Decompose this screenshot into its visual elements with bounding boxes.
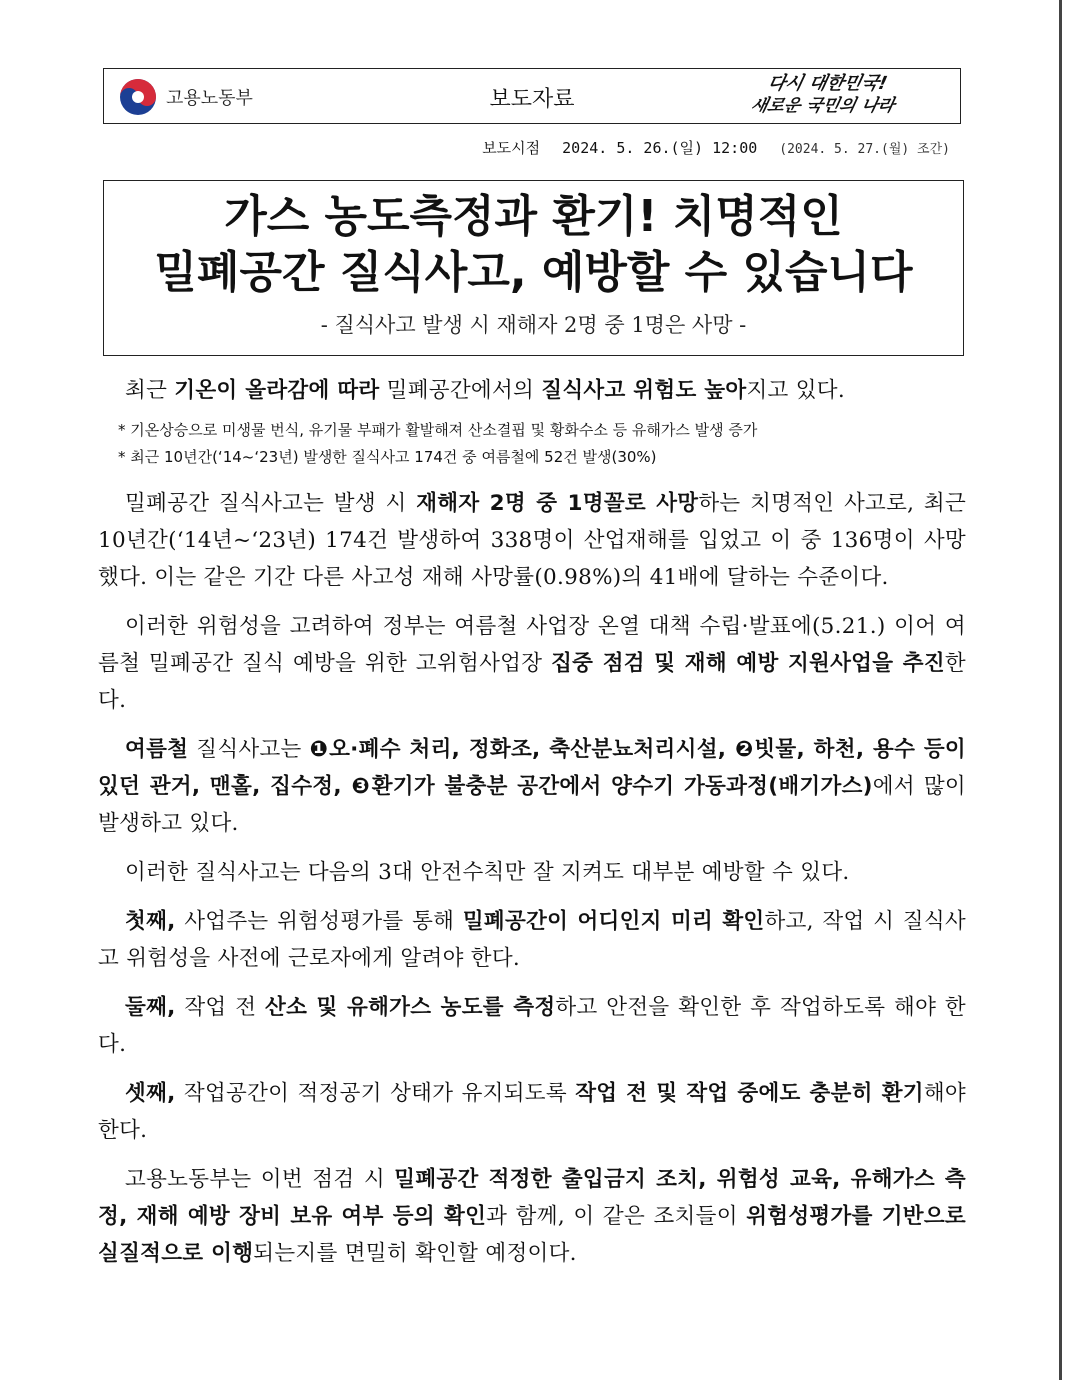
paragraph — [98, 485, 966, 596]
body-text: 에서 많이 발생하고 있다. — [98, 774, 966, 836]
body-text: 해야 한다. — [98, 1081, 966, 1143]
article-body — [98, 372, 966, 1284]
emphasis-text: ❶오·폐수 처리, 정화조, 축산분뇨처리시설, ❷빗물, 하천, 용수 등이 있던 관거, 맨홀, 집수정, ❸환기가 불충분 공간에서 양수기 가동과정(배기가스) — [98, 737, 966, 799]
headline-box — [103, 180, 964, 356]
body-text: 이러한 질식사고는 다음의 3대 안전수칙만 잘 지켜도 대부분 예방할 수 있다. — [125, 860, 850, 885]
headline-subtitle: - 질식사고 발생 시 재해자 2명 중 1명은 사망 - — [320, 313, 747, 337]
emphasis-text: 작업 전 및 작업 중에도 충분히 환기 — [575, 1081, 924, 1106]
body-text: 하고, 작업 시 질식사고 위험성을 사전에 근로자에게 알려야 한다. — [98, 909, 966, 971]
emphasis-text: 셋째, — [125, 1081, 176, 1106]
release-morning-edition: (2024. 5. 27.(월) 조간) — [779, 142, 950, 157]
slogan — [725, 73, 924, 117]
footnote: * 최근 10년간(‘14~‘23년) 발생한 질식사고 174건 중 여름철에 52건 발생(30%) — [118, 448, 657, 466]
paragraph — [98, 854, 966, 891]
body-text: 하는 치명적인 사고로, 최근 10년간(‘14년~‘23년) 174건 발생하여 338명이 산업재해를 입었고 이 중 136명이 사망했다. 이는 같은 기간 다른 사고성 재해 사망률(0.98%)의 41배에 달하는 수준이다. — [98, 491, 967, 590]
emphasis-text: 기온이 올라감에 따라 — [174, 378, 380, 403]
emphasis-text: 집중 점검 및 재해 예방 지원사업을 추진 — [551, 651, 945, 676]
ministry-name: 고용노동부 — [166, 88, 253, 109]
release-time — [0, 137, 950, 158]
paragraph — [98, 372, 966, 409]
paragraph — [98, 1075, 966, 1149]
press-header — [103, 68, 961, 124]
emphasis-text: 재해자 2명 중 1명꼴로 사망 — [416, 491, 699, 516]
slogan-line-2: 새로운 국민의 나라 — [748, 96, 897, 116]
body-text: 하고 안전을 확인한 후 작업하도록 해야 한다. — [98, 995, 966, 1057]
doc-type-title: 보도자료 — [489, 87, 575, 112]
emphasis-text: 첫째, — [125, 909, 176, 934]
paragraph — [98, 903, 966, 977]
release-date: 2024. 5. 26.(일) 12:00 — [562, 139, 758, 157]
body-text: 작업공간이 적정공기 상태가 유지되도록 — [175, 1081, 576, 1106]
footnote: * 기온상승으로 미생물 번식, 유기물 부패가 활발해져 산소결핍 및 황화수소 등 유해가스 발생 증가 — [118, 421, 758, 439]
emphasis-text: 위험성평가를 기반으로 실질적으로 이행 — [98, 1204, 967, 1266]
emphasis-text: 밀폐공간이 어디인지 미리 확인 — [462, 909, 765, 934]
body-text: 질식사고는 — [188, 737, 310, 762]
headline-line-1: 가스 농도측정과 환기! 치명적인 — [224, 191, 843, 242]
emphasis-text: 밀폐공간 적정한 출입금지 조치, 위험성 교육, 유해가스 측정, 재해 예방 장비 보유 여부 등의 확인 — [98, 1167, 967, 1229]
body-text: 최근 — [125, 378, 175, 403]
paragraph — [98, 1161, 966, 1272]
body-text: 되는지를 면밀히 확인할 예정이다. — [253, 1241, 577, 1266]
emphasis-text: 여름철 — [125, 737, 189, 762]
paragraph — [98, 989, 966, 1063]
slogan-line-1: 다시 대한민국! — [765, 73, 890, 94]
body-text: 고용노동부는 이번 점검 시 — [125, 1167, 395, 1192]
emphasis-text: 산소 및 유해가스 농도를 측정 — [265, 995, 556, 1020]
body-text: 밀폐공간 질식사고는 발생 시 — [125, 491, 417, 516]
paragraph — [98, 608, 966, 719]
emphasis-text: 둘째, — [125, 995, 176, 1020]
body-text: 사업주는 위험성평가를 통해 — [175, 909, 463, 934]
body-text: 이러한 위험성을 고려하여 정부는 여름철 사업장 온열 대책 수립·발표에(5.21.) 이어 여름철 밀폐공간 질식 예방을 위한 고위험사업장 — [98, 614, 966, 676]
emphasis-text: 질식사고 위험도 높아 — [541, 378, 747, 403]
headline-line-2: 밀폐공간 질식사고, 예방할 수 있습니다 — [154, 247, 913, 298]
body-text: 작업 전 — [175, 995, 266, 1020]
footnotes — [98, 417, 966, 471]
body-text: 지고 있다. — [746, 378, 845, 403]
body-text: 밀폐공간에서의 — [379, 378, 542, 403]
paragraph — [98, 731, 966, 842]
body-text: 한다. — [98, 651, 966, 713]
release-label: 보도시점 — [482, 139, 541, 157]
body-text: 과 함께, 이 같은 조치들이 — [486, 1204, 747, 1229]
page-right-edge — [1059, 0, 1062, 1380]
